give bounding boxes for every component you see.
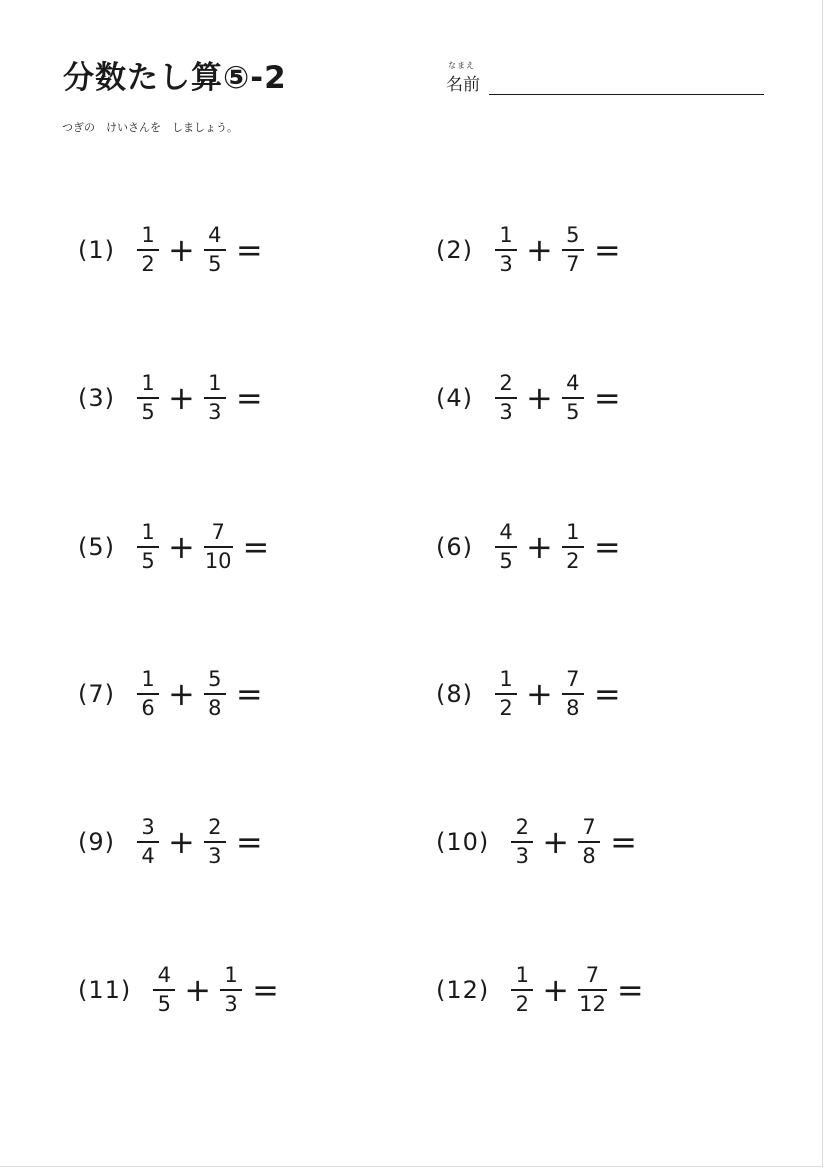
denominator: 5 [208,252,222,276]
problem-12 [436,963,644,1017]
problem-7 [78,667,263,721]
worksheet-title: 分数たし算⑤-2 [63,60,287,96]
problem-6 [436,520,621,574]
problem-number: (6) [436,533,473,561]
numerator: 1 [566,520,580,544]
equals-sign: = [235,379,263,417]
problem-number: (11) [78,976,132,1004]
numerator: 1 [515,963,529,987]
fraction-a [137,667,159,721]
plus-sign: + [168,528,195,566]
fraction-a [511,963,533,1017]
numerator: 7 [211,520,225,544]
equals-sign: = [242,528,270,566]
denominator: 5 [566,400,580,424]
fraction-b [578,815,600,869]
numerator: 2 [208,815,222,839]
problem-number: (7) [78,680,115,708]
numerator: 1 [499,223,513,247]
fraction-b [204,667,226,721]
numerator: 7 [582,815,596,839]
fraction-a [511,815,533,869]
fraction-b [204,223,226,277]
denominator: 8 [582,844,596,868]
problem-number: (3) [78,384,115,412]
problem-number: (4) [436,384,473,412]
fraction-b [562,667,584,721]
denominator: 10 [204,549,232,573]
denominator: 2 [515,992,529,1016]
denominator: 12 [579,992,606,1016]
denominator: 3 [208,844,222,868]
equals-sign: = [235,675,263,713]
plus-sign: + [526,379,553,417]
denominator: 5 [141,549,155,573]
fraction-a [495,223,517,277]
equals-sign: = [593,231,621,269]
problem-9 [78,815,263,869]
plus-sign: + [526,231,553,269]
numerator: 5 [208,667,222,691]
numerator: 5 [566,223,580,247]
fraction-b [562,520,584,574]
problem-5 [78,520,269,574]
fraction-b [204,815,226,869]
numerator: 4 [157,963,171,987]
problem-number: (1) [78,236,115,264]
plus-sign: + [526,528,553,566]
fraction-b [562,371,584,425]
denominator: 2 [141,252,155,276]
plus-sign: + [184,971,212,1009]
denominator: 8 [208,696,222,720]
problem-10 [436,815,637,869]
problem-number: (5) [78,533,115,561]
denominator: 5 [141,400,155,424]
denominator: 8 [566,696,580,720]
numerator: 1 [141,667,155,691]
numerator: 1 [224,963,238,987]
plus-sign: + [526,675,553,713]
fraction-a [137,371,159,425]
denominator: 2 [499,696,513,720]
fraction-a [137,815,159,869]
numerator: 4 [566,371,580,395]
denominator: 6 [141,696,155,720]
problem-number: (10) [436,828,490,856]
fraction-b [220,963,242,1017]
fraction-a [153,963,175,1017]
name-ruby: なまえ [448,61,475,70]
numerator: 2 [499,371,513,395]
fraction-b [204,520,233,574]
numerator: 3 [141,815,155,839]
equals-sign: = [593,675,621,713]
denominator: 5 [499,549,513,573]
plus-sign: + [542,823,570,861]
fraction-b [578,963,607,1017]
fraction-a [137,223,159,277]
numerator: 4 [499,520,513,544]
numerator: 2 [515,815,529,839]
problem-4 [436,371,621,425]
problem-2 [436,223,621,277]
equals-sign: = [610,823,637,861]
denominator: 2 [566,549,580,573]
fraction-a [495,667,517,721]
plus-sign: + [168,231,195,269]
fraction-a [495,520,517,574]
name-label: 名前 [446,75,480,95]
denominator: 3 [224,992,238,1016]
equals-sign: = [235,231,263,269]
problem-number: (12) [436,976,490,1004]
numerator: 1 [499,667,513,691]
plus-sign: + [168,675,195,713]
problem-3 [78,371,263,425]
denominator: 3 [208,400,222,424]
fraction-a [495,371,517,425]
denominator: 3 [515,844,529,868]
numerator: 1 [141,371,155,395]
numerator: 7 [566,667,580,691]
denominator: 4 [141,844,155,868]
equals-sign: = [252,971,279,1009]
problem-1 [78,223,263,277]
denominator: 3 [499,252,513,276]
fraction-a [137,520,159,574]
fraction-b [562,223,584,277]
equals-sign: = [593,528,621,566]
fraction-b [204,371,226,425]
numerator: 7 [585,963,600,987]
name-write-line[interactable] [489,94,764,95]
problem-8 [436,667,621,721]
denominator: 3 [499,400,513,424]
equals-sign: = [235,823,263,861]
equals-sign: = [616,971,644,1009]
plus-sign: + [542,971,570,1009]
equals-sign: = [593,379,621,417]
problem-11 [78,963,279,1017]
denominator: 7 [566,252,580,276]
numerator: 4 [208,223,222,247]
problem-number: (2) [436,236,473,264]
instruction-text: つぎの けいさんを しましょう。 [62,121,238,134]
numerator: 1 [141,223,155,247]
numerator: 1 [208,371,222,395]
problem-number: (9) [78,828,115,856]
numerator: 1 [141,520,155,544]
plus-sign: + [168,823,195,861]
denominator: 5 [157,992,171,1016]
problem-number: (8) [436,680,473,708]
plus-sign: + [168,379,195,417]
